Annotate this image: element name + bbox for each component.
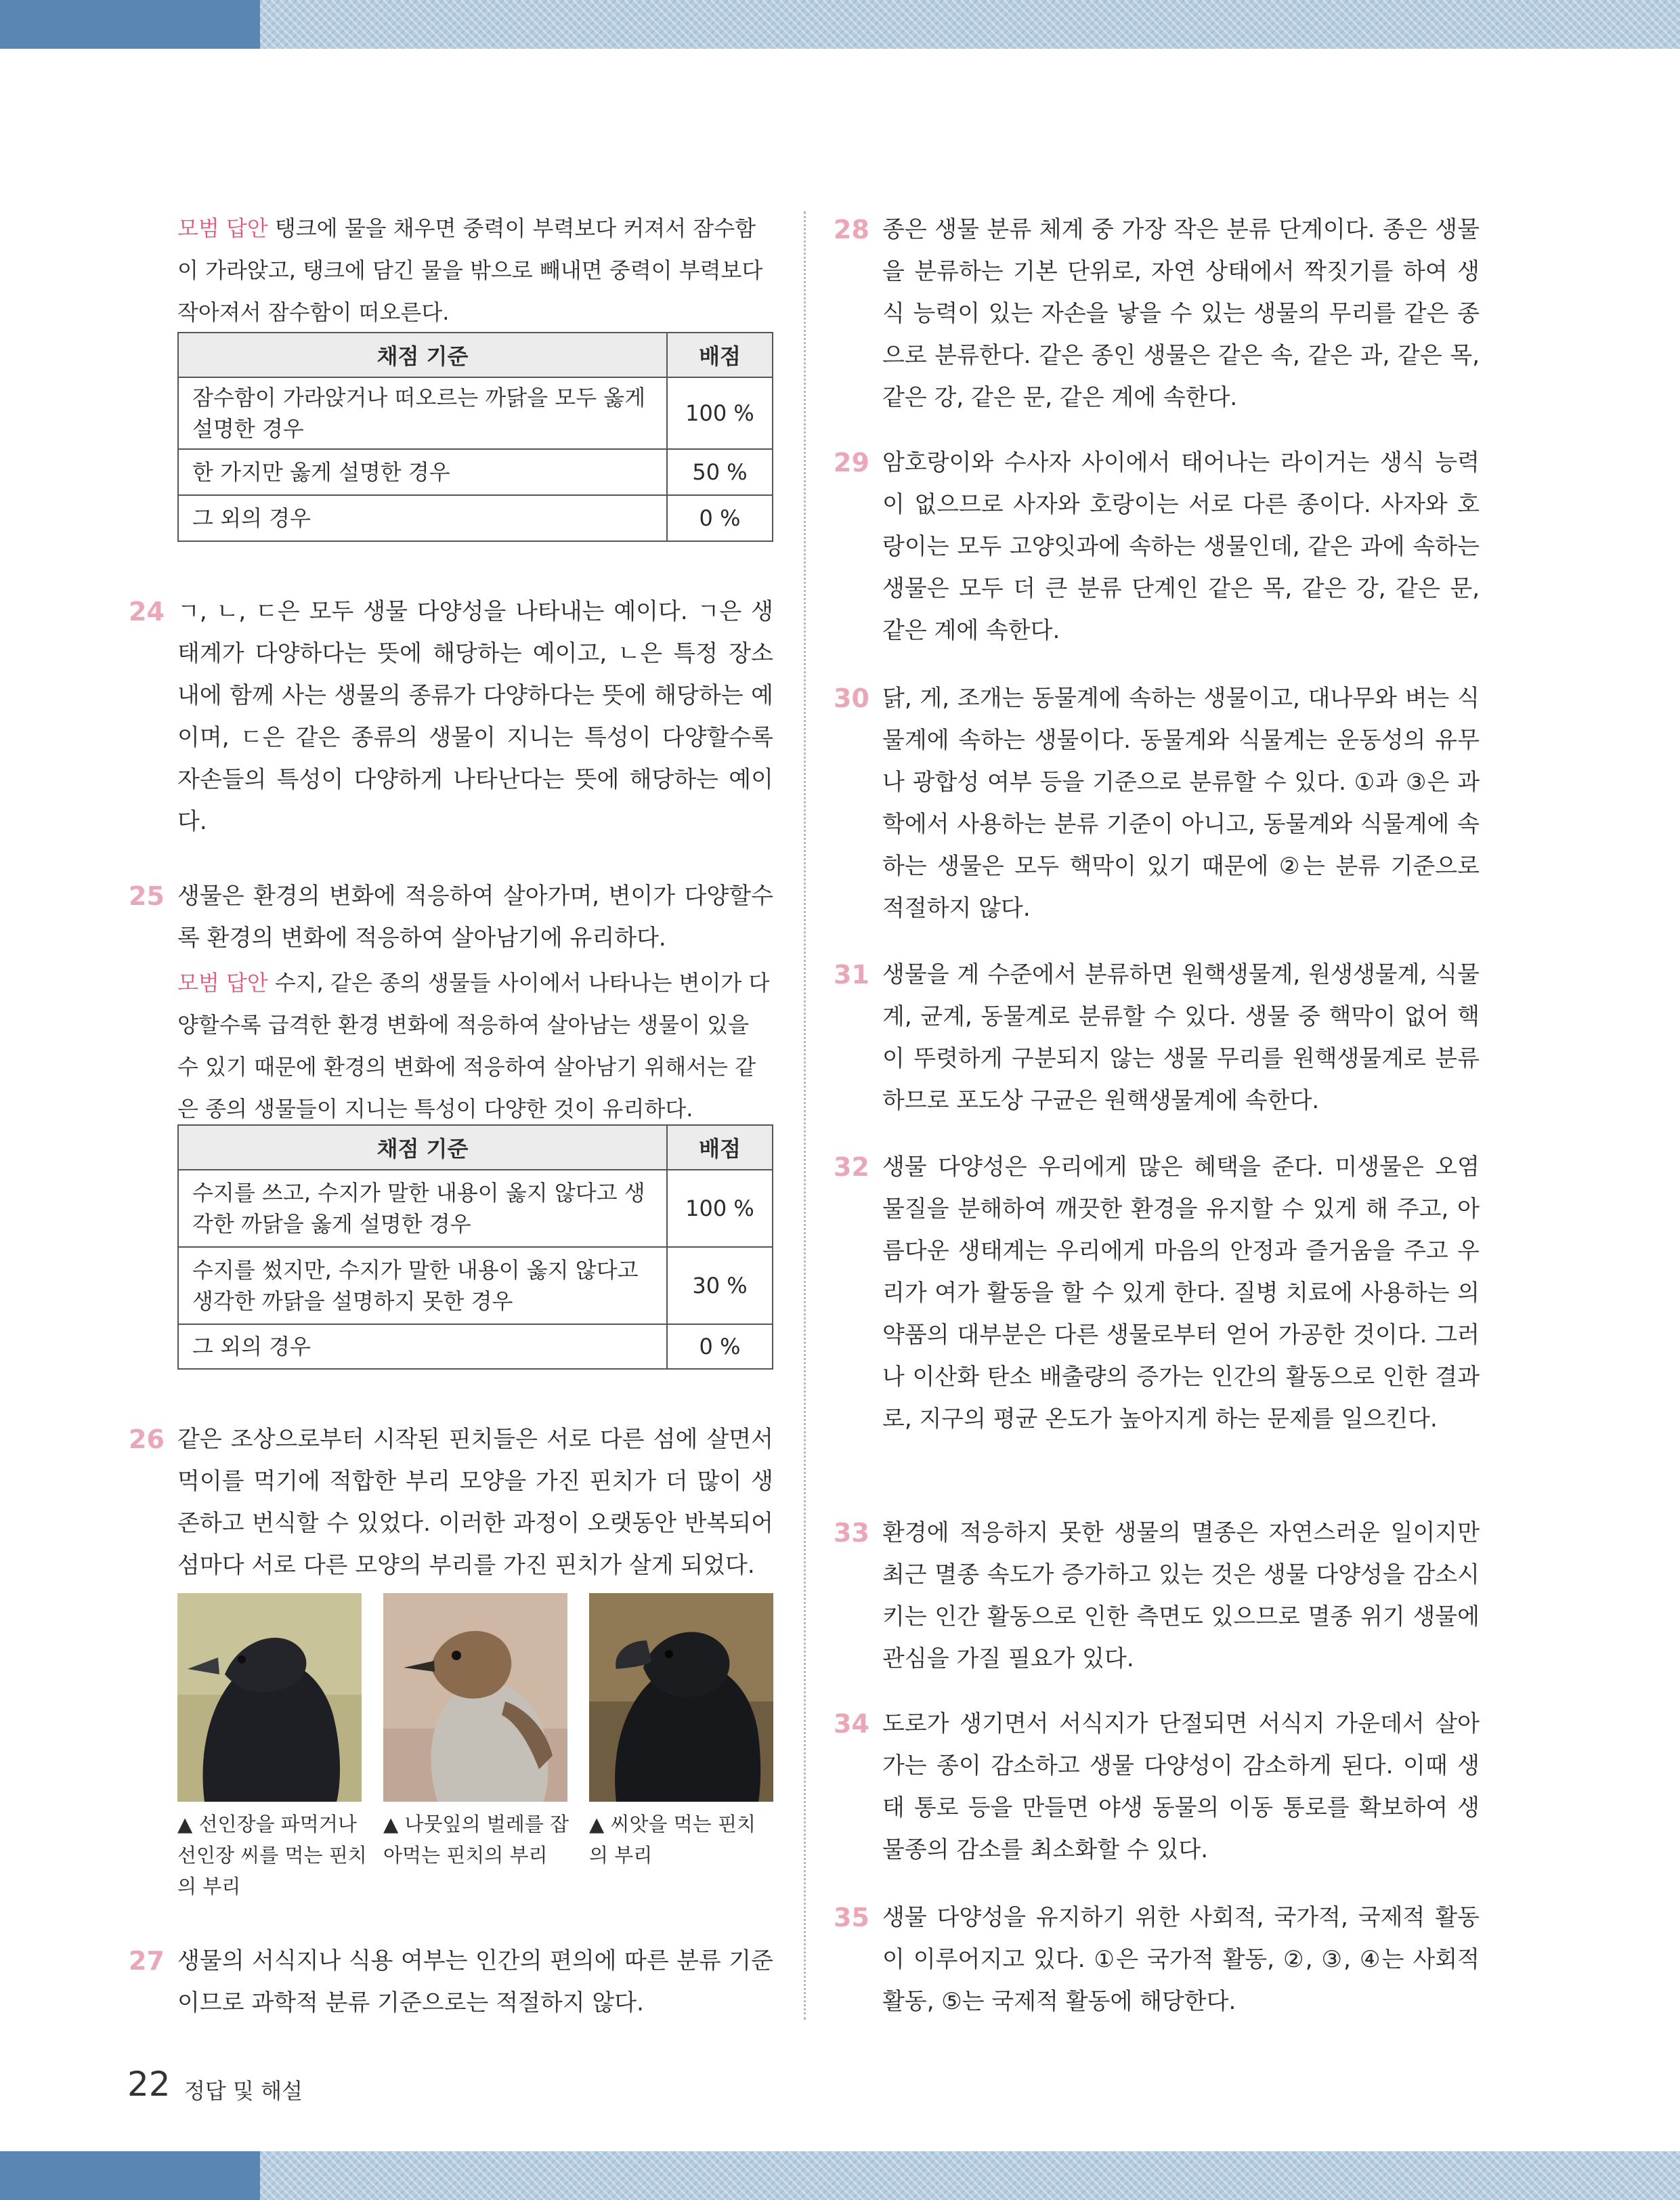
answer-29: [834, 442, 1480, 652]
answer-25-model-answer: [177, 962, 773, 1130]
answer-text: 생물을 계 수준에서 분류하면 원핵생물계, 원생생물계, 식물계, 균계, 동물계로 분류할 수 있다. 생물 중 핵막이 없어 핵이 뚜렷하게 구분되지 않는 생물 무리를 원핵생물계로 분류하므로 포도상 구균은 원핵생물계에 속한다.: [882, 961, 1480, 1114]
finch-caption-cactus: ▲ 선인장을 파먹거나 선인장 씨를 먹는 핀치의 부리: [177, 1813, 367, 1898]
finch-photo-cactus: [177, 1593, 362, 1802]
table-header-row: [178, 333, 773, 377]
model-answer-text: 수지, 같은 종의 생물들 사이에서 나타나는 변이가 다양할수록 급격한 환경 변화에 적응하여 살아남는 생물이 있을 수 있기 때문에 환경의 변화에 적응하여 살아남기 위해서는 같은 종의 생물들이 지니는 특성이 다양한 것이 유리하다.: [177, 970, 770, 1122]
bottom-band-block: [0, 2151, 260, 2200]
points-header: 배점: [667, 1125, 773, 1170]
answer-26: [129, 1418, 773, 1586]
table-row: [178, 449, 773, 495]
footer-title: 정답 및 해설: [184, 2078, 303, 2104]
model-answer-text: 탱크에 물을 채우면 중력이 부력보다 커져서 잠수함이 가라앉고, 탱크에 담긴 물을 밖으로 빼내면 중력이 부력보다 작아져서 잠수함이 떠오른다.: [177, 215, 763, 325]
question-number: 35: [834, 1903, 869, 1932]
points-cell: 100 %: [667, 377, 773, 449]
answer-24: [129, 591, 773, 843]
finch-photo-seed: [589, 1593, 773, 1802]
question-number: 30: [834, 683, 869, 713]
top-decorative-band: [0, 0, 1680, 49]
answer-text: 생물 다양성은 우리에게 많은 혜택을 준다. 미생물은 오염 물질을 분해하여 깨끗한 환경을 유지할 수 있게 해 주고, 아름다운 생태계는 우리에게 마음의 안정과 즐거움을 주고 우리가 여가 활동을 할 수 있게 한다. 질병 치료에 사용하는 의약품의 대부분은 다른 생물로부터 얻어 가공한 것이다. 그러나 이산화 탄소 배출량의 증가는 인간의 활동으로 인한 결과로, 지구의 평균 온도가 높아지게 하는 문제를 일으킨다.: [882, 1154, 1480, 1433]
question-number: 25: [129, 881, 165, 911]
answer-35: [834, 1897, 1480, 2023]
criteria-cell: 수지를 썼지만, 수지가 말한 내용이 옳지 않다고 생각한 까닭을 설명하지 못한 경우: [178, 1247, 667, 1324]
answer-text: 암호랑이와 수사자 사이에서 태어나는 라이거는 생식 능력이 없으므로 사자와 호랑이는 서로 다른 종이다. 사자와 호랑이는 모두 고양잇과에 속하는 생물인데, 같은 과에 속하는 생물은 모두 더 큰 분류 단계인 같은 목, 같은 강, 같은 문, 같은 계에 속한다.: [882, 449, 1480, 644]
answer-28: [834, 209, 1480, 419]
answer-text: 환경에 적응하지 못한 생물의 멸종은 자연스러운 일이지만 최근 멸종 속도가 증가하고 있는 것은 생물 다양성을 감소시키는 인간 활동으로 인한 측면도 있으므로 멸종 위기 생물에 관심을 가질 필요가 있다.: [882, 1519, 1480, 1672]
answer-text: 생물의 서식지나 식용 여부는 인간의 편의에 따른 분류 기준이므로 과학적 분류 기준으로는 적절하지 않다.: [177, 1947, 773, 2016]
scoring-table-23: [177, 332, 773, 542]
question-number: 29: [834, 448, 869, 478]
table-row: [178, 1324, 773, 1369]
criteria-cell: 잠수함이 가라앉거나 떠오르는 까닭을 모두 옳게 설명한 경우: [178, 377, 667, 449]
answer-25: [129, 875, 773, 959]
criteria-cell: 그 외의 경우: [178, 495, 667, 541]
answer-text: 생물 다양성을 유지하기 위한 사회적, 국가적, 국제적 활동이 이루어지고 있다. ①은 국가적 활동, ②, ③, ④는 사회적 활동, ⑤는 국제적 활동에 해당한다.: [882, 1904, 1480, 2015]
column-divider: [804, 211, 806, 2020]
finch-caption-seed: ▲ 씨앗을 먹는 핀치의 부리: [589, 1813, 756, 1867]
model-answer-label: 모범 답안: [177, 215, 268, 241]
finch-caption-insect: ▲ 나뭇잎의 벌레를 잡아먹는 핀치의 부리: [383, 1813, 569, 1867]
answer-34: [834, 1703, 1480, 1871]
answer-23-model-answer: [177, 207, 773, 333]
criteria-header: 채점 기준: [178, 1125, 667, 1170]
question-number: 26: [129, 1424, 165, 1454]
points-cell: 30 %: [667, 1247, 773, 1324]
answer-text: 생물은 환경의 변화에 적응하여 살아가며, 변이가 다양할수록 환경의 변화에 적응하여 살아남기에 유리하다.: [177, 883, 773, 952]
points-header: 배점: [667, 333, 773, 377]
question-number: 34: [834, 1709, 869, 1739]
answer-30: [834, 677, 1480, 929]
points-cell: 100 %: [667, 1170, 773, 1247]
finch-photo-insect: [383, 1593, 567, 1802]
answer-text: 도로가 생기면서 서식지가 단절되면 서식지 가운데서 살아가는 종이 감소하고 생물 다양성이 감소하게 된다. 이때 생태 통로 등을 만들면 야생 동물의 이동 통로를 확보하여 생물종의 감소를 최소화할 수 있다.: [882, 1710, 1480, 1863]
question-number: 33: [834, 1518, 869, 1548]
answer-text: 같은 조상으로부터 시작된 핀치들은 서로 다른 섬에 살면서 먹이를 먹기에 적합한 부리 모양을 가진 핀치가 더 많이 생존하고 번식할 수 있었다. 이러한 과정이 오랫동안 반복되어 섬마다 서로 다른 모양의 부리를 가진 핀치가 살게 되었다.: [177, 1426, 773, 1579]
answer-31: [834, 954, 1480, 1122]
table-row: [178, 1247, 773, 1324]
table-row: [178, 495, 773, 541]
answer-27: [129, 1940, 773, 2024]
answer-33: [834, 1512, 1480, 1680]
question-number: 27: [129, 1946, 165, 1976]
model-answer-label: 모범 답안: [177, 970, 268, 996]
answer-text: 종은 생물 분류 체계 중 가장 작은 분류 단계이다. 종은 생물을 분류하는 기본 단위로, 자연 상태에서 짝짓기를 하여 생식 능력이 있는 자손을 낳을 수 있는 생물의 무리를 같은 종으로 분류한다. 같은 종인 생물은 같은 속, 같은 과, 같은 목, 같은 강, 같은 문, 같은 계에 속한다.: [882, 216, 1480, 411]
answer-text: ㄱ, ㄴ, ㄷ은 모두 생물 다양성을 나타내는 예이다. ㄱ은 생태계가 다양하다는 뜻에 해당하는 예이고, ㄴ은 특정 장소 내에 함께 사는 생물의 종류가 다양하다는 뜻에 해당하는 예이며, ㄷ은 같은 종류의 생물이 지니는 특성이 다양할수록 자손들의 특성이 다양하게 나타난다는 뜻에 해당하는 예이다.: [177, 598, 773, 835]
table-row: [178, 1170, 773, 1247]
points-cell: 0 %: [667, 1324, 773, 1369]
question-number: 28: [834, 215, 869, 245]
criteria-cell: 한 가지만 옳게 설명한 경우: [178, 449, 667, 495]
scoring-table-25: [177, 1124, 773, 1370]
question-number: 24: [129, 597, 165, 627]
criteria-header: 채점 기준: [178, 333, 667, 377]
question-number: 32: [834, 1152, 869, 1182]
points-cell: 0 %: [667, 495, 773, 541]
points-cell: 50 %: [667, 449, 773, 495]
page-number: 22: [127, 2065, 171, 2104]
criteria-cell: 수지를 쓰고, 수지가 말한 내용이 옳지 않다고 생각한 까닭을 옳게 설명한 경우: [178, 1170, 667, 1247]
table-row: [178, 377, 773, 449]
answer-32: [834, 1146, 1480, 1440]
table-header-row: [178, 1125, 773, 1170]
answer-text: 닭, 게, 조개는 동물계에 속하는 생물이고, 대나무와 벼는 식물계에 속하는 생물이다. 동물계와 식물계는 운동성의 유무나 광합성 여부 등을 기준으로 분류할 수 있다. ①과 ③은 과학에서 사용하는 분류 기준이 아니고, 동물계와 식물계에 속하는 생물은 모두 핵막이 있기 때문에 ②는 분류 기준으로 적절하지 않다.: [882, 685, 1480, 922]
bottom-decorative-band: [0, 2151, 1680, 2200]
question-number: 31: [834, 960, 869, 990]
criteria-cell: 그 외의 경우: [178, 1324, 667, 1369]
top-band-block: [0, 0, 260, 49]
